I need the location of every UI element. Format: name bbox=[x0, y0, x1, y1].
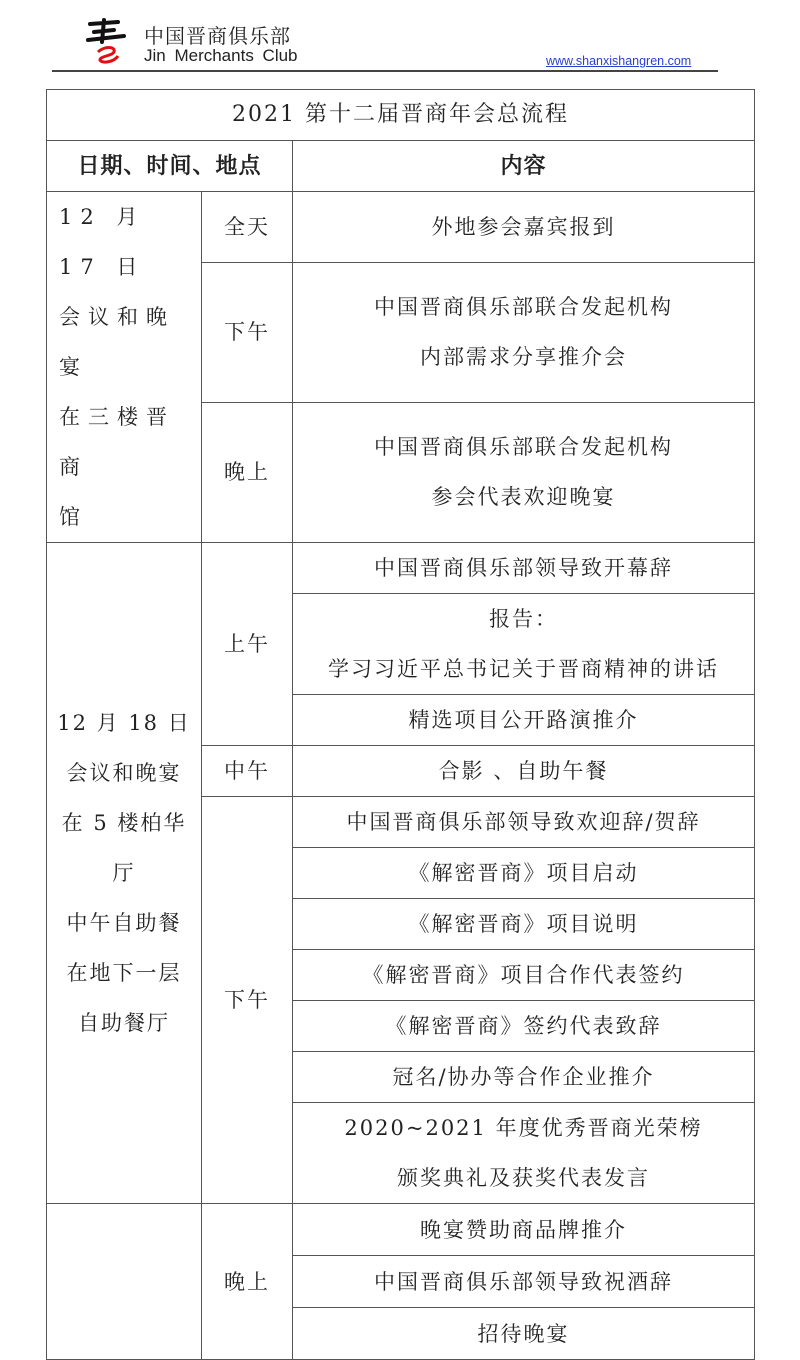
content-line: 招待晚宴 bbox=[477, 1321, 570, 1346]
content-cell bbox=[293, 1001, 755, 1052]
content-line: 学习习近平总书记关于晋商精神的讲话 bbox=[328, 657, 719, 681]
content-cell bbox=[293, 695, 755, 746]
content-cell bbox=[293, 1103, 755, 1204]
location-line: 馆 bbox=[59, 505, 88, 529]
jin-merchants-logo-icon bbox=[84, 16, 128, 64]
content-line: 中国晋商俱乐部联合发起机构 bbox=[374, 435, 673, 460]
content-line: 外地参会嘉宾报到 bbox=[431, 214, 616, 239]
location-line: 在三楼晋商 bbox=[59, 405, 175, 479]
content-cell bbox=[293, 746, 755, 797]
table-title: 2021 第十二届晋商年会总流程 bbox=[47, 90, 755, 141]
content-line: 参会代表欢迎晚宴 bbox=[431, 485, 616, 510]
content-cell bbox=[293, 899, 755, 950]
time-cell: 下午 bbox=[202, 262, 293, 402]
table-row bbox=[47, 543, 755, 594]
content-cell bbox=[293, 1052, 755, 1103]
content-cell bbox=[293, 262, 755, 402]
content-line: 中国晋商俱乐部领导致开幕辞 bbox=[374, 556, 673, 580]
website-link[interactable]: www.shanxishangren.com bbox=[546, 54, 692, 68]
content-cell bbox=[293, 797, 755, 848]
time-cell: 下午 bbox=[202, 797, 293, 1204]
content-line: 《解密晋商》签约代表致辞 bbox=[385, 1014, 662, 1038]
content-line: 中国晋商俱乐部领导致欢迎辞/贺辞 bbox=[346, 810, 701, 834]
column-header-content: 内容 bbox=[293, 141, 755, 192]
content-cell bbox=[293, 950, 755, 1001]
table-row bbox=[47, 1204, 755, 1256]
content-line: 2020~2021 年度优秀晋商光荣榜 bbox=[344, 1116, 703, 1140]
content-cell bbox=[293, 1204, 755, 1256]
content-line: 《解密晋商》项目启动 bbox=[408, 861, 639, 885]
content-line: 内部需求分享推介会 bbox=[420, 345, 627, 370]
location-line: 会议和晚宴 bbox=[66, 761, 182, 785]
content-line: 报告： bbox=[489, 607, 558, 631]
time-cell: 中午 bbox=[202, 746, 293, 797]
content-line: 冠名/协办等合作企业推介 bbox=[392, 1065, 655, 1089]
content-line: 中国晋商俱乐部领导致祝酒辞 bbox=[374, 1269, 673, 1294]
table-row bbox=[47, 192, 755, 263]
content-line: 颁奖典礼及获奖代表发言 bbox=[397, 1166, 650, 1190]
location-line: 12 月 17 日 bbox=[59, 205, 146, 279]
content-line: 晚宴赞助商品牌推介 bbox=[420, 1217, 627, 1242]
location-line: 会议和晚宴 bbox=[59, 305, 175, 379]
content-cell bbox=[293, 1256, 755, 1308]
content-cell bbox=[293, 192, 755, 263]
content-cell bbox=[293, 1308, 755, 1360]
location-line: 中午自助餐 bbox=[66, 911, 182, 935]
content-cell bbox=[293, 594, 755, 695]
time-cell: 晚上 bbox=[202, 402, 293, 542]
content-line: 合影 、自助午餐 bbox=[438, 759, 609, 783]
content-line: 《解密晋商》项目合作代表签约 bbox=[362, 963, 685, 987]
content-line: 《解密晋商》项目说明 bbox=[408, 912, 639, 936]
column-header-date: 日期、时间、地点 bbox=[47, 141, 293, 192]
schedule-table bbox=[46, 89, 755, 1360]
content-cell bbox=[293, 402, 755, 542]
location-line: 厅 bbox=[112, 861, 136, 885]
time-cell: 全天 bbox=[202, 192, 293, 263]
location-line: 在 5 楼柏华 bbox=[61, 811, 187, 835]
time-cell: 上午 bbox=[202, 543, 293, 746]
brand-name-cn: 中国晋商俱乐部 bbox=[144, 24, 291, 48]
content-line: 精选项目公开路演推介 bbox=[408, 708, 639, 732]
header-divider bbox=[52, 70, 718, 72]
time-cell: 晚上 bbox=[202, 1204, 293, 1360]
location-line: 12 月 18 日 bbox=[57, 711, 191, 735]
location-cell bbox=[47, 1204, 202, 1360]
brand-name-en: Jin Merchants Club bbox=[144, 46, 298, 65]
content-cell bbox=[293, 848, 755, 899]
content-line: 中国晋商俱乐部联合发起机构 bbox=[374, 295, 673, 320]
location-cell bbox=[47, 192, 202, 543]
location-line: 在地下一层 bbox=[66, 961, 182, 985]
location-cell bbox=[47, 543, 202, 1204]
location-line: 自助餐厅 bbox=[78, 1011, 170, 1035]
content-cell bbox=[293, 543, 755, 594]
